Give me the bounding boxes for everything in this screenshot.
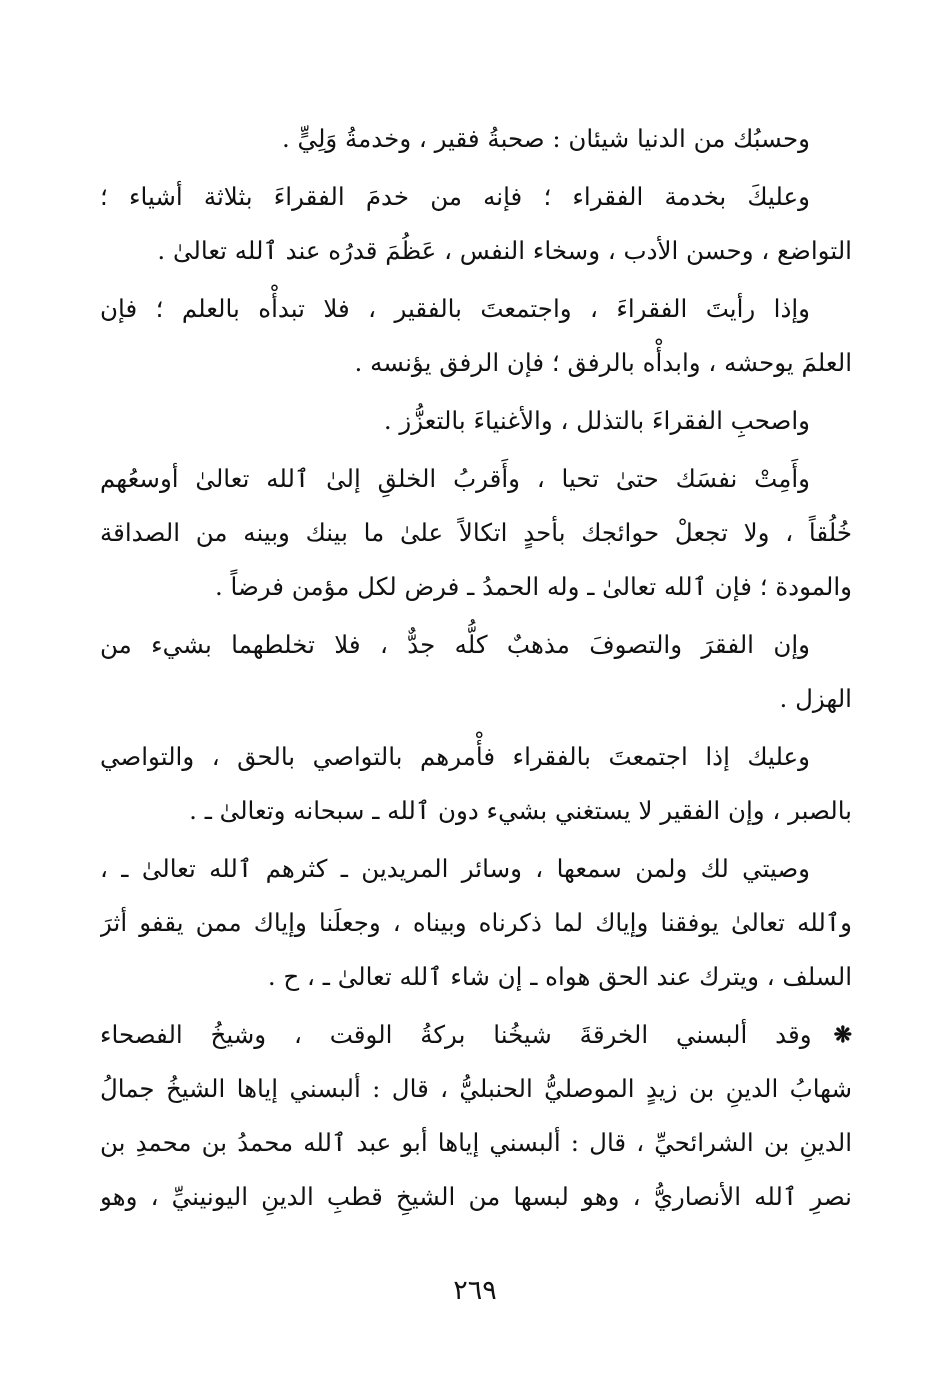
text-line: نصرِ ٱلله الأنصاريُّ ، وهو لبسها من الشيخِ قطبِ الدينِ اليونينيِّ ، وهو: [100, 1182, 852, 1211]
text-line: الهزل .: [779, 684, 852, 713]
text-line: وقد ألبسني الخرقةَ شيخُنا بركةُ الوقت ، وشيخُ الفصحاء: [100, 1020, 812, 1049]
paragraph: [100, 1008, 852, 1224]
text-line: العلمَ يوحشه ، وابدأْه بالرفق ؛ فإن الرفق يؤنسه .: [354, 348, 852, 377]
paragraph: [100, 452, 852, 614]
text-line: وعليكَ بخدمة الفقراء ؛ فإنه من خدمَ الفقراءَ بثلاثة أشياء ؛: [100, 182, 810, 211]
text-line: التواضع ، وحسن الأدب ، وسخاء النفس ، عَظُمَ قدرُه عند ٱلله تعالىٰ .: [157, 236, 852, 265]
text-line: وصيتي لك ولمن سمعها ، وسائر المريدين ـ كثرهم ٱلله تعالىٰ ـ ،: [100, 854, 810, 883]
text-line: بالصبر ، وإن الفقير لا يستغني بشيء دون ٱلله ـ سبحانه وتعالىٰ ـ .: [189, 796, 852, 825]
paragraph: [100, 618, 852, 726]
text-line: والمودة ؛ فإن ٱلله تعالىٰ ـ وله الحمدُ ـ فرض لكل مؤمن فرضاً .: [214, 572, 852, 601]
paragraph: [100, 394, 852, 448]
text-line: شهابُ الدينِ بن زيدٍ الموصليُّ الحنبليُّ ، قال : ألبسني إياها الشيخُ جمالُ: [100, 1074, 852, 1103]
text-line: الدينِ بن الشرائحيِّ ، قال : ألبسني إياها أبو عبد ٱلله محمدُ بن محمدِ بن: [100, 1128, 852, 1157]
body-text: [100, 112, 852, 1224]
text-line: وحسبُك من الدنيا شيئان : صحبةُ فقير ، وخدمةُ وَلِيٍّ .: [281, 124, 810, 153]
text-line: وأَمِتْ نفسَك حتىٰ تحيا ، وأَقربُ الخلقِ إلىٰ ٱلله تعالىٰ أوسعُهم: [100, 464, 810, 493]
page-number: ٢٦٩: [453, 1275, 497, 1306]
paragraph: [100, 730, 852, 838]
text-line: السلف ، ويترك عند الحق هواه ـ إن شاء ٱلله تعالىٰ ـ ، ح .: [267, 962, 852, 991]
text-line: وعليك إذا اجتمعتَ بالفقراء فأْمرهم بالتواصي بالحق ، والتواصي: [100, 742, 810, 771]
paragraph: [100, 842, 852, 1004]
paragraph: [100, 170, 852, 278]
text-line: خُلُقاً ، ولا تجعلْ حوائجك بأحدٍ اتكالاً علىٰ ما بينك وبينه من الصداقة: [100, 518, 852, 547]
text-line: وإذا رأيتَ الفقراءَ ، واجتمعتَ بالفقير ، فلا تبدأْه بالعلم ؛ فإن: [100, 294, 810, 323]
text-line: وإن الفقرَ والتصوفَ مذهبٌ كلُّه جدٌّ ، فلا تخلطهما بشيء من: [100, 630, 810, 659]
text-line: وٱلله تعالىٰ يوفقنا وإياك لما ذكرناه وبيناه ، وجعلَنا وإياك ممن يقفو أثرَ: [100, 908, 852, 937]
paragraph: [100, 282, 852, 390]
text-line: واصحبِ الفقراءَ بالتذلل ، والأغنياءَ بالتعزُّز .: [383, 406, 810, 435]
text-line-with-marker: [100, 1008, 852, 1062]
paragraph: [100, 112, 852, 166]
asterisk-icon: ❋: [833, 1022, 852, 1048]
